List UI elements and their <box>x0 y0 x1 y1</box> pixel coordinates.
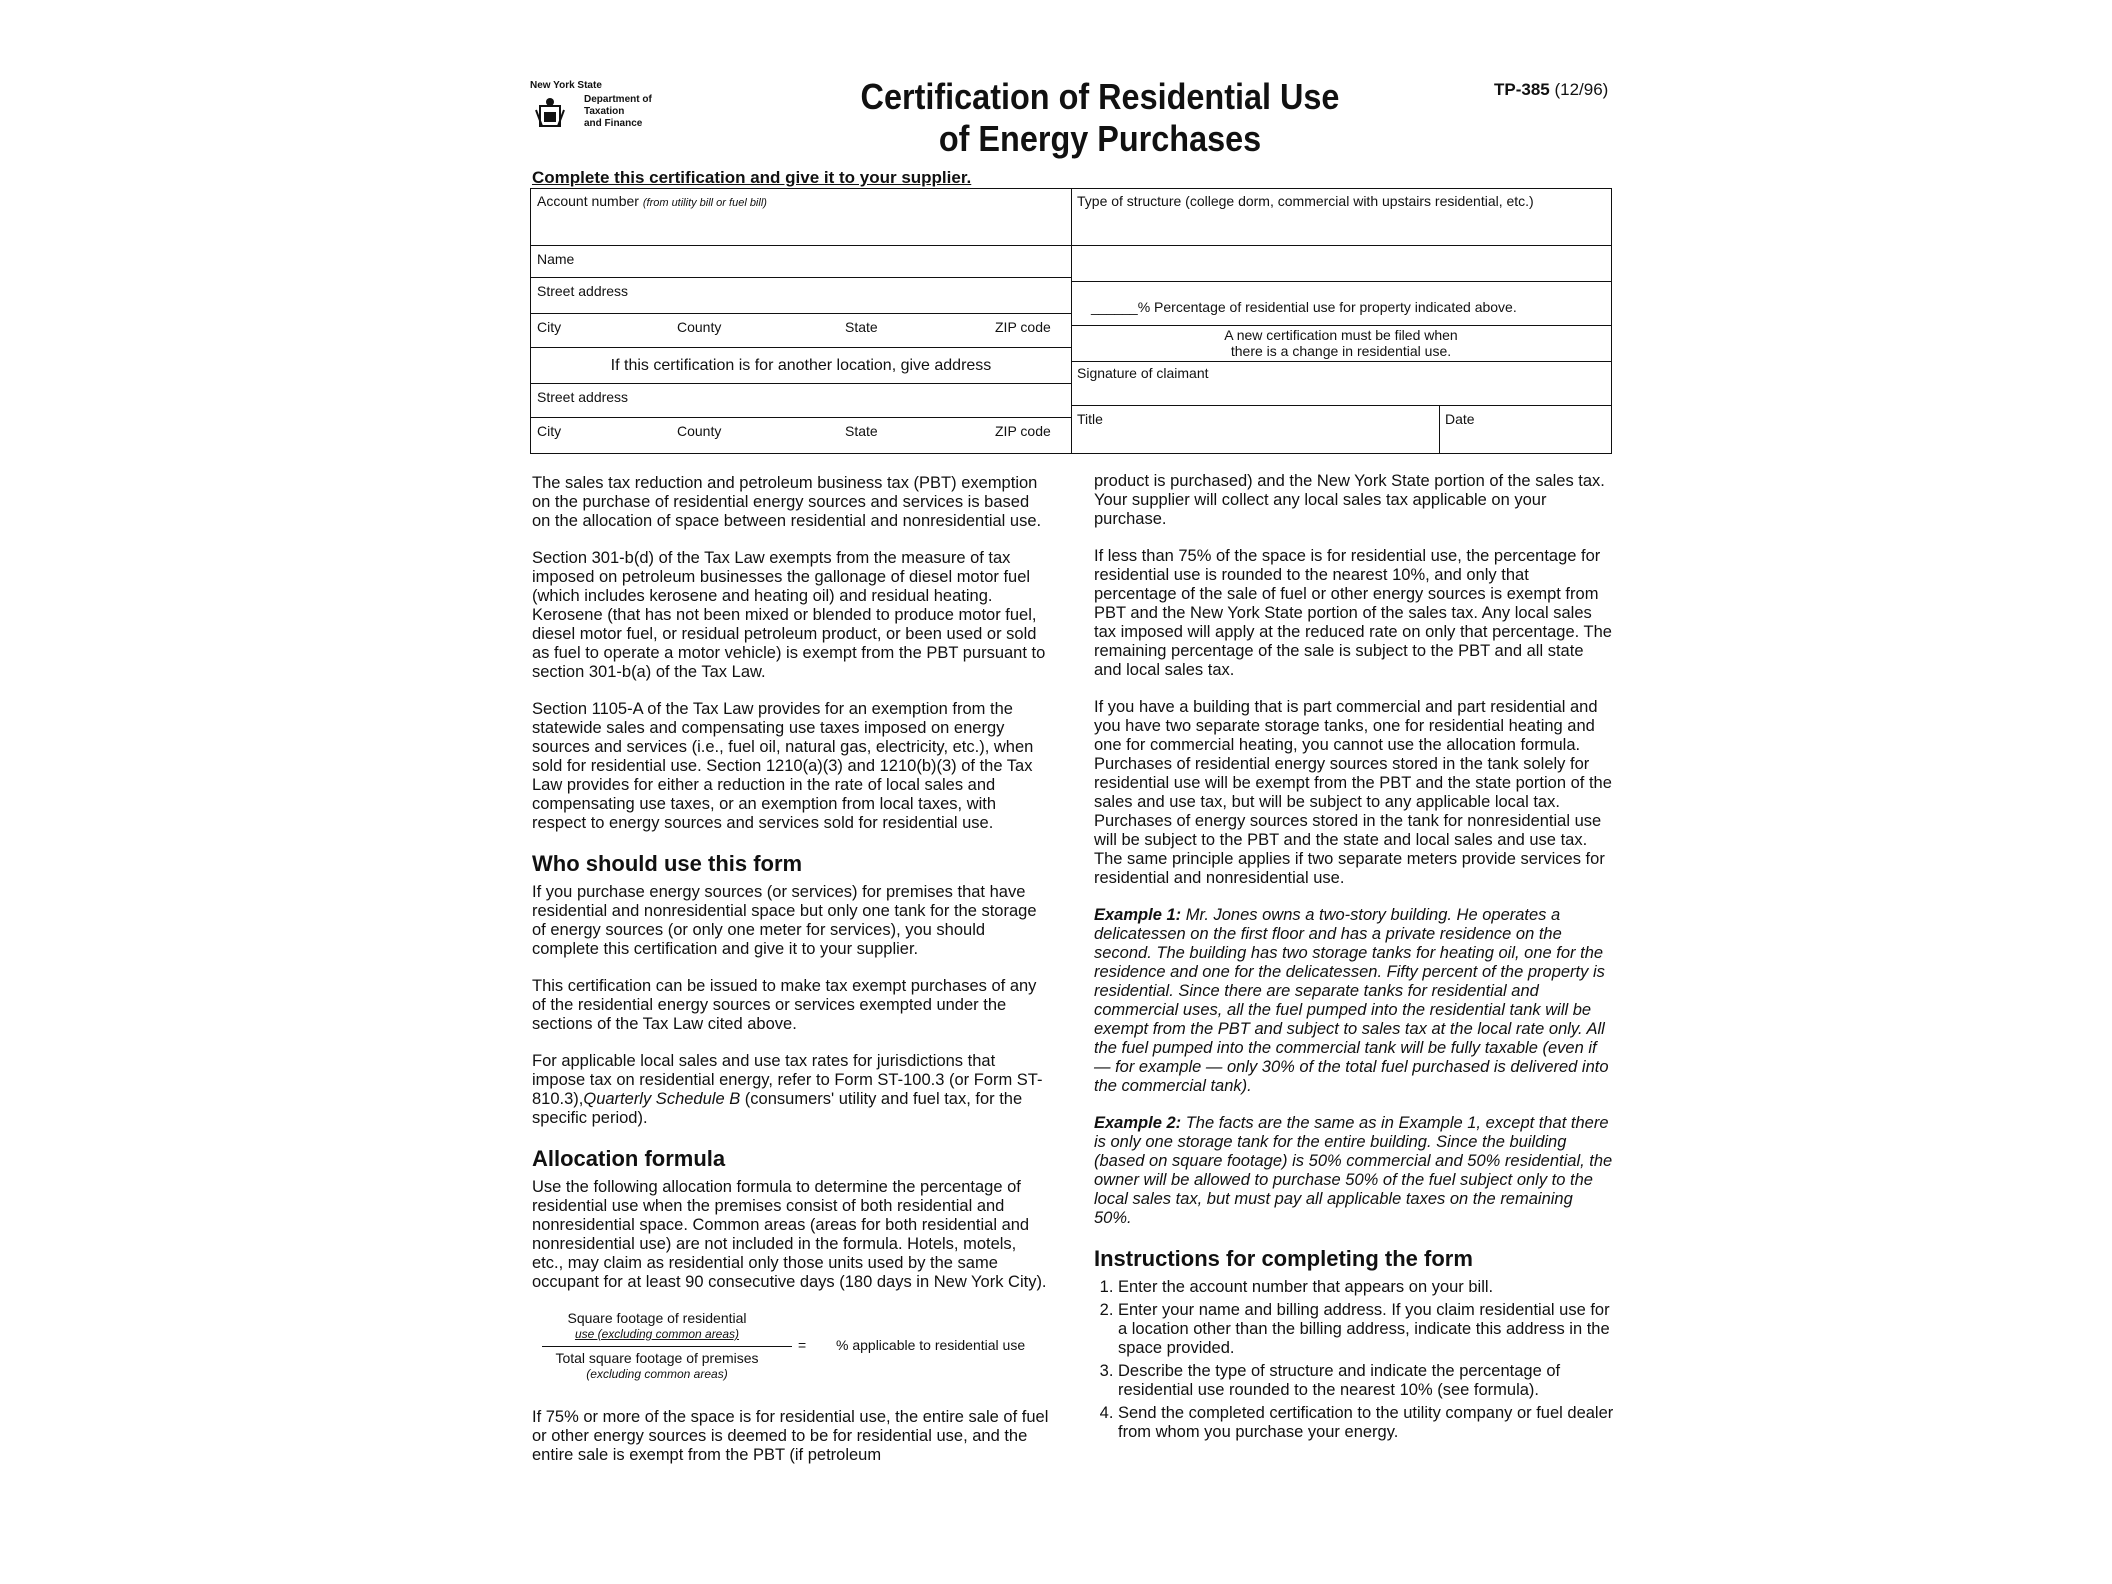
allocation-formula-heading: Allocation formula <box>532 1146 726 1171</box>
exempt-paragraph: This certification can be issued to make tax exempt purchases of any of the residential energy sources or services exempted under the sections of the Tax Law cited above. <box>532 977 1037 1033</box>
list-item: 4. Send the completed certification to the utility company or fuel dealer from whom you purchase your energy. <box>1118 1404 1614 1442</box>
city-field[interactable]: City <box>537 319 562 335</box>
intro-paragraph: The sales tax reduction and petroleum business tax (PBT) exemption on the purchase of residential energy sources and services is based on the allocation of space between residential and nonresidential use. <box>532 474 1042 530</box>
form-number: TP-385 (12/96) <box>1494 80 1609 99</box>
date-field[interactable]: Date <box>1445 411 1475 427</box>
signature-field[interactable]: Signature of claimant <box>1077 365 1209 381</box>
other-location-note: If this certification is for another location, give address <box>610 357 992 374</box>
list-item: 2. Enter your name and billing address. If you claim residential use for a location other than the billing address, indicate this address in the space provided. <box>1118 1301 1614 1358</box>
less-than-paragraph: If less than 75% of the space is for residential use, the percentage for residential use is rounded to the nearest 10%, and only that percentage of the sale of fuel or other energy sources is exempt from PBT and the New York State portion of the sales tax. Any local sales tax imposed will apply at the reduced rate on only that percentage. The remaining percentage of the sale is subject to the PBT and all state and local sales tax. <box>1094 547 1612 679</box>
agency-department: Department of Taxation and Finance <box>584 94 652 129</box>
city-2-field[interactable]: City <box>537 423 562 439</box>
allocation-formula: Square footage of residential use (excluding common areas) Total square footage of premises (excluding common areas) = % applicable to residential use <box>532 1310 1052 1386</box>
example-2: Example 2: The facts are the same as in Example 1, except that there is only one storage tank for the entire building. Since the building (based on square footage) is 50% commercial and 50% residential, the owner will be allowed to purchase 50% of the fuel subject only to the local sales tax, but must pay all applicable taxes on the remaining 50%. <box>1094 1114 1613 1227</box>
pbt-paragraph: Section 301-b(d) of the Tax Law exempts from the measure of tax imposed on petroleum businesses the gallonage of diesel motor fuel (which includes kerosene and heating oil) and residual heating. Kerosene (that has not been mixed or blended to produce motor fuel, diesel motor fuel, or residual petroleum product, or been used or sold as fuel to operate a motor vehicle) is exempt from the PBT pursuant to section 301-b(a) of the Tax Law. <box>532 549 1046 681</box>
zip-code-field[interactable]: ZIP code <box>995 319 1051 335</box>
who-paragraph: If you purchase energy sources (or services) for premises that have residential and nonresidential space but only one tank for the storage of energy sources (or only one meter for services), you should complete this certification and give it to your supplier. <box>532 883 1037 958</box>
state-2-field[interactable]: State <box>845 423 878 439</box>
instructions-list <box>1094 1278 1614 1442</box>
agency-state: New York State <box>530 80 602 91</box>
residential-percentage-field[interactable]: ______% Percentage of residential use for property indicated above. <box>1091 299 1517 315</box>
name-field[interactable]: Name <box>537 251 575 267</box>
structure-type-field-cont[interactable] <box>1077 251 1607 279</box>
county-2-field[interactable]: County <box>677 423 722 439</box>
local-rates-paragraph: For applicable local sales and use tax rates for jurisdictions that impose tax on residential energy, refer to Form ST-100.3 (or Form ST-810.3),Quarterly Schedule B (consumers' utility and fuel tax, for the specific period). <box>532 1052 1043 1127</box>
list-item: 1. Enter the account number that appears on your bill. <box>1118 1278 1614 1297</box>
account-number-field[interactable]: Account number (from utility bill or fuel bill) <box>537 193 767 209</box>
right-column <box>1094 472 1614 1446</box>
street-address-2-field[interactable]: Street address <box>537 389 629 405</box>
zip-code-2-field[interactable]: ZIP code <box>995 423 1051 439</box>
continued-paragraph: product is purchased) and the New York State portion of the sales tax. Your supplier will collect any local sales tax applicable on your purchase. <box>1094 472 1605 528</box>
structure-type-field[interactable]: Type of structure (college dorm, commercial with upstairs residential, etc.) <box>1077 193 1534 209</box>
left-column <box>532 474 1052 1483</box>
page-title: Certification of Residential Use of Energy Purchases <box>860 76 1340 159</box>
seventy-five-paragraph: If 75% or more of the space is for residential use, the entire sale of fuel or other energy sources is deemed to be for residential use, and the entire sale is exempt from the PBT (if petroleum <box>532 1408 1049 1464</box>
sales-tax-paragraph: Section 1105-A of the Tax Law provides for an exemption from the statewide sales and compensating use taxes imposed on energy sources and services (i.e., fuel oil, natural gas, electricity, etc.), when sold for residential use. Section 1210(a)(3) and 1210(b)(3) of the Tax Law provides for either a reduction in the rate of local sales and compensating use taxes, or an exemption from local taxes, with respect to energy sources and services sold for residential use. <box>532 700 1034 832</box>
form-instruction: Complete this certification and give it to your supplier. <box>532 168 972 187</box>
agency-logo <box>530 80 670 140</box>
example-1: Example 1: Mr. Jones owns a two-story building. He operates a delicatessen on the first floor and has a private residence on the second. The building has two storage tanks for heating oil, one for the residence and one for the delicatessen. Fifty percent of the property is residential. Since there are separate tanks for residential and commercial uses, all the fuel pumped into the residential tank will be exempt from the PBT and subject to sales tax at the local rate only. All the fuel pumped into the commercial tank will be fully taxable (even if — for example — only 30% of the total fuel purchased is delivered into the commercial tank). <box>1094 906 1609 1095</box>
certification-form <box>530 188 1612 454</box>
county-field[interactable]: County <box>677 319 722 335</box>
allocation-paragraph: Use the following allocation formula to determine the percentage of residential use when the premises consist of both residential and nonresidential space. Common areas (areas for both residential and nonresidential use) are not included in the formula. Hotels, motels, etc., may claim as residential only those units used by the same occupant for at least 90 consecutive days (180 days in New York City). <box>532 1178 1047 1291</box>
who-should-use-heading: Who should use this form <box>532 851 803 876</box>
instructions-heading: Instructions for completing the form <box>1094 1246 1473 1271</box>
state-seal-icon <box>534 96 566 130</box>
new-cert-note: A new certification must be filed when there is a change in residential use. <box>1224 327 1458 359</box>
separate-tanks-paragraph: If you have a building that is part commercial and part residential and you have two separate storage tanks, one for residential heating and one for commercial heating, you cannot use the allocation formula. Purchases of residential energy sources stored in the tank solely for residential use will be exempt from the PBT and the state portion of the sales and use tax, but will be subject to any applicable local tax. Purchases of energy sources stored in the tank for nonresidential use will be subject to the PBT and the state and local sales and use tax. The same principle applies if two separate meters provide services for residential and nonresidential use. <box>1094 698 1612 887</box>
street-address-field[interactable]: Street address <box>537 283 629 299</box>
state-field[interactable]: State <box>845 319 878 335</box>
title-field[interactable]: Title <box>1077 411 1103 427</box>
list-item: 3. Describe the type of structure and indicate the percentage of residential use rounded to the nearest 10% (see formula). <box>1118 1362 1614 1400</box>
